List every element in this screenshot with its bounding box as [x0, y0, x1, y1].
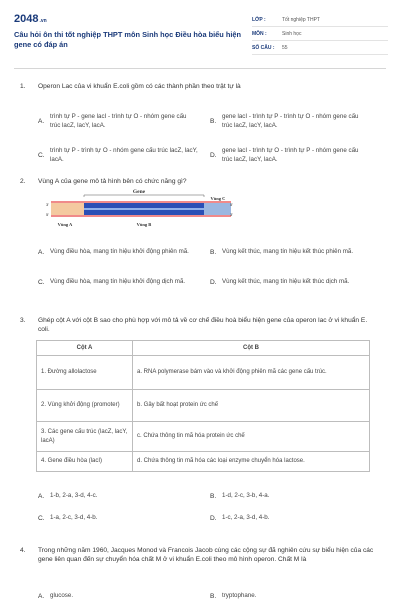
question-3-options [20, 492, 380, 526]
option-a[interactable] [38, 248, 198, 257]
question-text [20, 82, 380, 91]
question-body: Operon Lac của vi khuẩn E.coli gồm có các thành phần theo trật tự là [38, 83, 241, 90]
meta-value: Sinh học [282, 30, 302, 37]
question-number: 4. [20, 547, 26, 554]
page-title: Câu hỏi ôn thi tốt nghiệp THPT môn Sinh học Điều hòa biểu hiện gene có đáp án [14, 30, 242, 49]
question-body: Ghép cột A với cột B sao cho phù hợp với mô tả về cơ chế điều hoà biểu hiện gene của operon lac ở vi khuẩn E. coli. [38, 317, 368, 333]
question-number: 1. [20, 83, 26, 90]
matching-table [36, 340, 370, 472]
option-text: Vùng kết thúc, mang tín hiệu kết thúc phiên mã. [222, 248, 354, 255]
options-group [38, 91, 380, 163]
option-c[interactable] [38, 514, 198, 523]
option-d[interactable] [210, 147, 370, 164]
option-text: gene lacI - trình tự P - trình tự O - nhóm gene cấu trúc lacZ, lacY, lacA. [222, 113, 359, 129]
option-letter: A. [38, 492, 45, 500]
question-2 [20, 177, 380, 186]
option-letter: B. [210, 492, 217, 500]
question-number: 2. [20, 178, 26, 185]
question-text [20, 177, 380, 186]
table-cell: 4. Gene điều hòa (lacI) [37, 452, 133, 472]
option-letter: A. [38, 248, 45, 256]
option-b[interactable] [210, 113, 370, 130]
meta-info [252, 13, 388, 55]
option-text: 1-a, 2-c, 3-d, 4-b. [50, 514, 98, 521]
diagram-end-5-bottom: 5' [46, 212, 49, 217]
option-letter: C. [38, 152, 45, 159]
table-cell: 2. Vùng khởi động (promoter) [37, 390, 133, 422]
option-letter: A. [38, 592, 45, 600]
diagram-end-3-bottom: 3' [230, 212, 233, 217]
option-letter: C. [38, 514, 45, 522]
options-group [38, 592, 380, 600]
question-text [20, 316, 380, 334]
option-text: Vùng kết thúc, mang tín hiệu kết thúc dịch mã. [222, 278, 350, 285]
option-letter: B. [210, 118, 217, 125]
diagram-end-3-top: 3' [46, 202, 49, 207]
question-body: Trong những năm 1960, Jacques Monod và Francois Jacob cùng các cộng sự đã nghiên cứu sự biểu hiện của các gene liên quan đến sự chuyển hóa chất M ở vi khuẩn E.coli theo mô hình operon. Chất M là [38, 547, 374, 563]
region-c-bar [204, 203, 231, 215]
question-3 [20, 316, 380, 334]
option-letter: D. [210, 278, 217, 286]
option-a[interactable] [38, 113, 198, 130]
option-letter: B. [210, 592, 217, 600]
header-divider [14, 68, 386, 69]
table-header-row [37, 341, 370, 356]
option-d[interactable] [210, 514, 370, 523]
table-row [37, 356, 370, 390]
options-group [38, 240, 380, 300]
option-text: 1-c, 2-a, 3-d, 4-b. [222, 514, 270, 521]
option-text: Vùng điều hòa, mang tín hiệu khởi động phiên mã. [50, 248, 189, 255]
option-letter: D. [210, 152, 217, 159]
meta-value: Tốt nghiệp THPT [282, 16, 320, 23]
option-b[interactable] [210, 492, 370, 501]
meta-row-count [252, 41, 388, 55]
table-header-a: Cột A [37, 341, 133, 356]
option-text: Vùng điều hòa, mang tín hiệu khởi động dịch mã. [50, 278, 186, 285]
table-cell: 3. Các gene cấu trúc (lacZ, lacY, lacA) [37, 422, 133, 452]
option-letter: C. [38, 278, 45, 286]
diagram-label-a: Vùng A [57, 222, 73, 227]
logo-tld: .vn [39, 18, 47, 24]
question-4-options [20, 592, 380, 600]
strand-top-outer [51, 201, 231, 203]
option-text: trình tự P - trình tự O - nhóm gene cấu trúc lacZ, lacY, lacA. [50, 147, 198, 163]
question-body: Vùng A của gene mô tả hình bên có chức năng gì? [38, 178, 187, 185]
gene-bracket [84, 195, 204, 197]
option-text: 1-b, 2-a, 3-d, 4-c. [50, 492, 98, 499]
option-c[interactable] [38, 147, 198, 164]
option-letter: D. [210, 514, 217, 522]
option-text: glucose. [50, 592, 74, 599]
table-cell: c. Chứa thông tin mã hóa protein ức chế [133, 422, 370, 452]
region-a-bar [51, 203, 84, 215]
option-a[interactable] [38, 592, 198, 600]
gene-diagram [44, 186, 234, 232]
question-2-options [20, 240, 380, 300]
meta-key: LỚP : [252, 16, 266, 23]
table-row [37, 452, 370, 472]
meta-row-subject [252, 27, 388, 41]
meta-key: SỐ CÂU : [252, 44, 275, 51]
option-letter: A. [38, 118, 45, 125]
option-d[interactable] [210, 278, 370, 287]
region-b-midline [84, 208, 204, 210]
option-text: trình tự P - gene lacI - trình tự O - nhóm gene cấu trúc lacZ, lacY, lacA. [50, 113, 187, 129]
option-b[interactable] [210, 592, 370, 600]
diagram-end-5-top: 5' [230, 202, 233, 207]
table-row [37, 390, 370, 422]
option-a[interactable] [38, 492, 198, 501]
question-text [20, 546, 380, 564]
option-text: gene lacI - trình tự O - trình tự P - nhóm gene cấu trúc lacZ, lacY, lacA. [222, 147, 359, 163]
option-b[interactable] [210, 248, 370, 257]
table-cell: d. Chứa thông tin mã hóa các loại enzyme chuyển hóa lactose. [133, 452, 370, 472]
options-group [38, 492, 380, 526]
diagram-label-c: Vùng C [210, 196, 226, 201]
page-header [0, 0, 400, 62]
option-text: tryptophane. [222, 592, 257, 599]
diagram-label-b: Vùng B [136, 222, 152, 227]
option-c[interactable] [38, 278, 198, 287]
table-header-b: Cột B [133, 341, 370, 356]
question-number: 3. [20, 317, 26, 324]
table-cell: 1. Đường allolactose [37, 356, 133, 390]
table-cell: a. RNA polymerase bám vào và khởi động phiên mã các gene cấu trúc. [133, 356, 370, 390]
option-letter: B. [210, 248, 217, 256]
table-row [37, 422, 370, 452]
site-logo[interactable] [14, 13, 47, 25]
option-text: 1-d, 2-c, 3-b, 4-a. [222, 492, 270, 499]
meta-value: 55 [282, 44, 288, 51]
meta-key: MÔN : [252, 30, 267, 37]
meta-row-grade [252, 13, 388, 27]
question-4 [20, 546, 380, 564]
diagram-label-gene: Gene [132, 189, 146, 195]
logo-text: 2048 [14, 13, 39, 25]
table-cell: b. Gây bất hoạt protein ức chế [133, 390, 370, 422]
strand-bottom-outer [51, 215, 231, 217]
question-1 [20, 82, 380, 163]
